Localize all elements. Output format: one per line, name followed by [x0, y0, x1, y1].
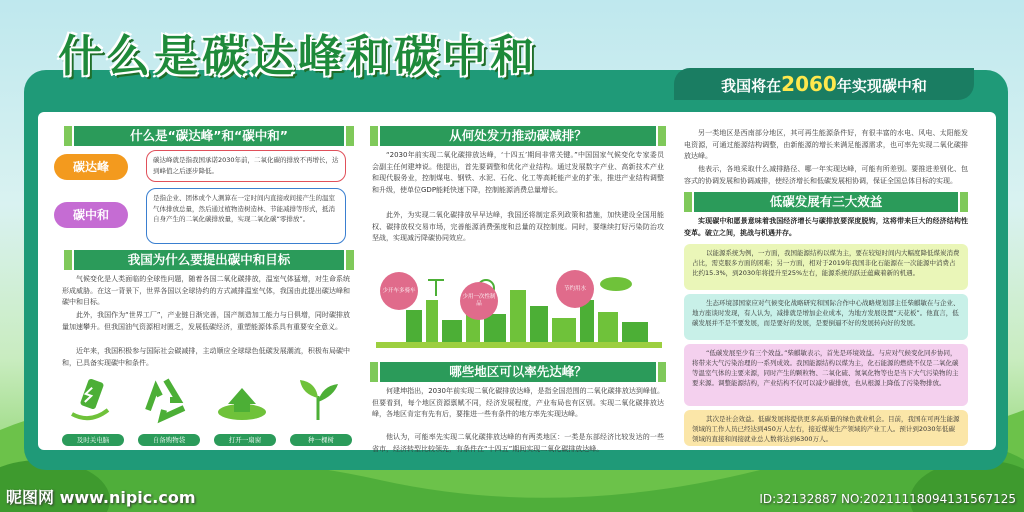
goal-prefix: 我国将在 [721, 77, 782, 95]
benefit-box-energy: 以能源系统为例，一方面，我国能源结构以煤为主，要在较短时间内大幅度降低煤炭消费占比，需克服多方面的困难；另一方面，相对于2019年我国非化石能源在一次能源中消费占比约15.3%，到2030年将提升至25%左右，能源系统的跃迁蕴藏着新的机遇。 [684, 244, 968, 290]
icon-item-computer [62, 374, 124, 446]
recycle-icon [138, 374, 194, 426]
why-paragraph-1: 气候变化是人类面临的全球性问题，随着各国二氧化碳排放，温室气体猛增，对生命系统形成威胁。在这一背景下，世界各国以全球协约的方式减排温室气体，我国由此提出碳达峰和碳中和目标。 [62, 275, 350, 306]
how-paragraph-1: “2030年前实现二氧化碳排放达峰，‘十四五’期间非常关键。”中国国家气候变化专家委员会副主任何建坤说。他提出，首先要调整和优化产业结构。通过发展数字产业、高新技术产业和现代服务业，控制煤电、钢铁、水泥、石化、化工等高耗能产业的扩张，推进产业结构调整和升级，使单位GDP能耗快速下降，控制能源消费总量增长。 [372, 151, 664, 194]
icon-item-bag [138, 374, 200, 446]
section-definition-title: 什么是“碳达峰”和“碳中和” [74, 126, 344, 146]
how-paragraph-2: 此外，为实现二氧化碳排放早早达峰，我国还将制定系列政策和措施，加快建设全国用能权、碳排放权交易市场，完善能源消费强度和总量的双控制度。同时，要继续打好污染防治攻坚战，实现减污降碳协同效应。 [372, 211, 664, 242]
why-paragraph-3: 近年来，我国积极参与国际社会碳减排，主动顺应全球绿色低碳发展潮流，积极布局碳中和，已具备实现碳中和条件。 [62, 347, 350, 367]
bubble-save-water: 节约用水 [556, 270, 594, 308]
region-paragraph-3: 另一类地区是西南部分地区，其可再生能源条件好，有很丰富的水电、风电、太阳能发电资源，可通过能源结构调整，由新能源的增长来满足能源需求，也可率先实现二氧化碳排放达峰。 [684, 129, 968, 160]
page-title: 什么是碳达峰和碳中和 [58, 31, 538, 82]
sprout-icon [290, 374, 346, 426]
icon-caption-tree: 种一棵树 [290, 434, 352, 446]
icon-item-window [214, 374, 276, 446]
benefit-box-social: 其次是社会效益。低碳发展将提供更多高质量的绿色就业机会。目前，我国在可再生能源领域的工作人员已经达到450万人左右，接近煤炭生产领域的产业工人。预计到2030年低碳领域的直接和间接就业总人数将达到6300万人。 [684, 410, 968, 446]
benefits-intro: 实现碳中和愿景意味着我国经济增长与碳排放要深度脱钩，这将带来巨大的经济结构性变革。破立之间，挑战与机遇并存。 [684, 217, 968, 237]
region-paragraph-2: 他认为，可能率先实现二氧化碳排放达峰的有两类地区：一类是东部经济比较发达的一些省市，经济转型比较领先，有条件在“十四五”期间实现二氧化碳排放达峰。 [372, 433, 664, 453]
neutral-label: 碳中和 [54, 202, 128, 228]
section-why-title: 我国为什么要提出碳中和目标 [74, 250, 344, 270]
neutral-definition: 是指企业、团体或个人测算在一定时间内直接或间接产生的温室气体排放总量，然后通过植物造树造林、节能减排等形式，抵消自身产生的二氧化碳排放量，实现二氧化碳“零排放”。 [146, 188, 346, 244]
region-paragraph-1: 何建坤指出，2030年前实现二氧化碳排放达峰，是指全国范围的二氧化碳排放达到峰值。但要看到，每个地区资源禀赋不同，经济发展程度，产业布局也有区别。实现二氧化碳排放达峰，各地区肯定有先有后，要推进一些有条件的地方率先实现达峰。 [372, 387, 664, 418]
icon-caption-computer: 及时关电脑 [62, 434, 124, 446]
goal-banner [674, 68, 974, 100]
green-house-icon [214, 374, 270, 426]
section-benefits-title: 低碳发展有三大效益 [694, 192, 958, 212]
peak-label: 碳达峰 [54, 154, 128, 180]
peak-definition: 碳达峰就是指我国承诺2030年前，二氧化碳的排放不再增长，达到峰值之后逐步降低。 [146, 150, 346, 182]
icon-caption-window: 打开一扇窗 [214, 434, 276, 446]
icon-item-tree [290, 374, 352, 446]
benefit-box-environment: “低碳发展至少有三个效益。”柴麒敏表示，首先是环境效益。与应对气候变化同步协同，将带来大气污染治理的一系列成效。我国能源结构以煤为主，化石能源的燃烧不仅是二氧化碳等温室气体的主要来源，同时产生的颗粒物、二氧化硫、氮氧化物等也是当下大气污染物的主要来源。调整能源结构，产业结构不仅可以减少碳排放，也从根源上降低了污染物排放。 [684, 344, 968, 406]
watermark-right: ID:32132887 NO:20211118094131567125 [759, 492, 1016, 506]
section-how-title: 从何处发力推动碳减排？ [380, 126, 656, 146]
bubble-less-disposable: 少用一次性制品 [460, 282, 498, 320]
goal-year: 2060 [781, 72, 837, 96]
region-paragraph-4: 他表示，各地采取什么减排路径、哪一年实现达峰，可能有所差别。要推进差别化、包容式的协调发展和协调减排，使经济增长和低碳发展相协调，保证全国总体目标的实现。 [684, 165, 968, 185]
battery-plug-icon [62, 374, 118, 426]
goal-suffix: 年实现碳中和 [836, 77, 927, 95]
watermark-left: 昵图网 www.nipic.com [6, 488, 196, 507]
icon-caption-bag: 自备购物袋 [138, 434, 200, 446]
why-paragraph-2: 此外，我国作为“世界工厂”，产业链日渐完善，国产制造加工能力与日俱增，同时碳排放量加速攀升。但我国油气资源相对匮乏，发展低碳经济，重塑能源体系具有重要安全意义。 [62, 311, 350, 331]
bubble-less-driving: 少开车多骑车 [380, 272, 418, 310]
green-city-illustration [376, 270, 662, 354]
section-region-title: 哪些地区可以率先达峰？ [380, 362, 656, 382]
benefit-box-development: 生态环境部国家应对气候变化战略研究和国际合作中心战略规划部主任柴麒敏在与企业、地方座谈时发现，有人认为，减排就是增加企业成本，为地方发展设置“天花板”。他直言，低碳发展并不是不要发展，而是要好的发展，是要倒逼不好的发展转向好的发展。 [684, 294, 968, 340]
